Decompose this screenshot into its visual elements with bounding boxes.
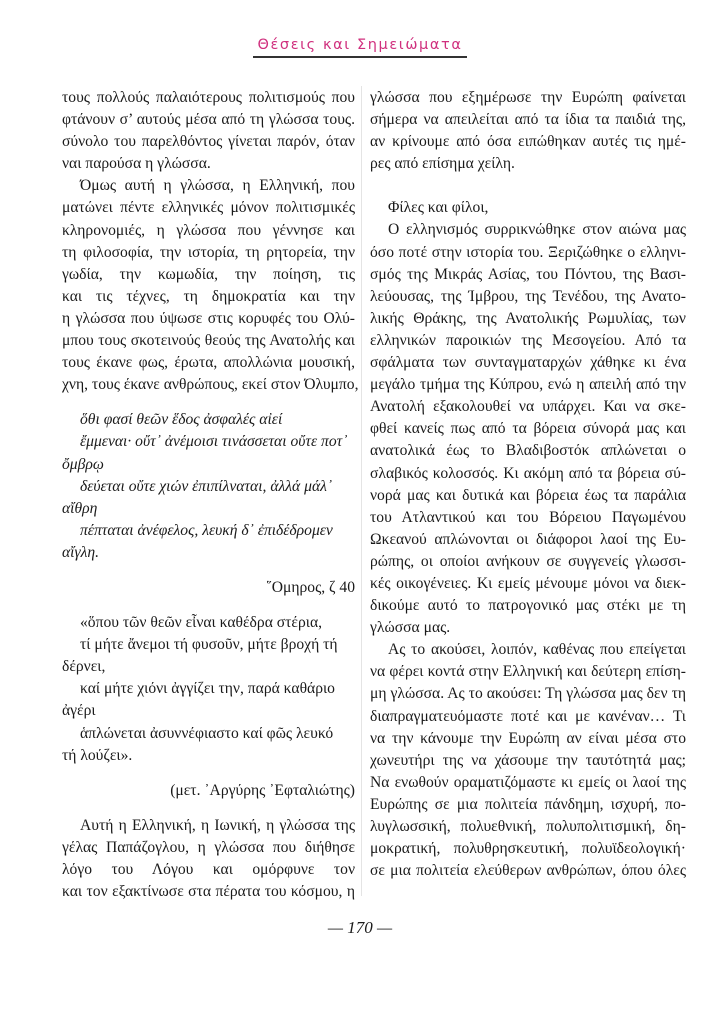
- paragraph-line: μπου τους σκοτεινούς θεούς της Ανατολής και: [62, 332, 355, 350]
- translation-line: τί μήτε ἄνεμοι τή φυσοῦν, μήτε βροχή τή: [80, 636, 338, 654]
- paragraph-line: τους έκανε φως, έρωτα, απολλώνια μουσική,: [62, 354, 355, 372]
- paragraph-line: μη γλώσσα. Ας το ακούσει: Τη γλώσσα μας δεν τη: [370, 685, 686, 703]
- paragraph-line: του Ατλαντικού και του Βόρειου Παγωμένου: [370, 508, 686, 526]
- paragraph-line: τους πολλούς παλαιότερους πολιτισμούς που: [62, 89, 355, 106]
- section-title: Θέσεις και Σημειώματα: [253, 37, 466, 58]
- translation-line: ἀγέρι: [62, 702, 96, 720]
- paragraph-line: σήμερα να απειλείται από τα ίδια τα παιδιά της,: [370, 111, 686, 129]
- paragraph-line: φθεί κανείς πως από τα βόρεια σύνορά μας και: [370, 420, 686, 438]
- paragraph-line: χωνευτήρι της να χάσουμε την ταυτότητά μας;: [370, 751, 686, 769]
- paragraph-line: μοκρατική, πολυθρησκευτική, πολυϊδεολογική·: [370, 840, 686, 858]
- paragraph-line: ρώπης, οι οποίοι ανήκουν σε συγγενείς γλωσσι-: [370, 552, 686, 570]
- paragraph-line: χνη, τους έκανε ανθρώπους, εκεί στον Όλυμπο,: [62, 376, 359, 394]
- quote-line: αἴγλη.: [62, 543, 100, 561]
- translation-citation: (μετ. ᾿Αργύρης ᾿Εφταλιώτης): [170, 781, 355, 799]
- paragraph-line: λικής Θράκης, της Ανατολικής Ρωμυλίας, των: [370, 309, 686, 327]
- paragraph-line: να φέρει κοντά στην Ελληνική και δεύτερη επίση-: [370, 663, 686, 681]
- paragraph-line: λυγλωσσική, πολυεθνική, πολυπολιτισμική, δη-: [370, 818, 686, 835]
- spacer: [62, 767, 355, 780]
- paragraph-line: κές οικογένειες. Κι εμείς μένουμε μόνοι να διεκ-: [370, 574, 686, 592]
- paragraph-line: αν κρίνουμε από όσα ειπώθηκαν αυτές τις ημέ-: [370, 133, 686, 151]
- paragraph-line: Να ενωθούν οραματιζόμαστε κι εμείς οι λαοί της: [370, 773, 686, 791]
- paragraph-line: και τον εξακτίνωσε στα πέρατα του κόσμου, η: [62, 883, 355, 901]
- left-column: [62, 87, 359, 903]
- paragraph-line: ανατολικά έως το Βλαδιβοστόκ απλώνεται ο: [370, 442, 686, 460]
- paragraph-line: Ωκεανού απλώνονται οι διάφοροι λαοί της Ευ-: [370, 530, 686, 548]
- paragraph-line: σμός της Μικράς Ασίας, του Πόντου, της Βασι-: [370, 265, 686, 283]
- spacer: [370, 175, 686, 197]
- translation-line: «ὅπου τῶν θεῶν εἶναι καθέδρα στέρια,: [80, 614, 323, 632]
- right-column: [370, 87, 686, 882]
- paragraph-line: δικούμε αυτό το πατρογονικό μας στέκι με τη: [370, 597, 686, 615]
- paragraph-line: διαπραγματευόμαστε ποτέ και με κανέναν… Τι: [370, 707, 686, 725]
- spacer: [62, 564, 355, 577]
- quote-line: αἴθρη: [62, 499, 98, 517]
- paragraph-line: ελληνικών παροικιών της Μεσογείου. Από τα: [370, 331, 686, 349]
- quote-line: ὄμβρῳ: [62, 455, 104, 473]
- paragraph-line: όσο ποτέ στην ιστορία του. Ξεριζώθηκε ο ελληνι-: [370, 243, 686, 261]
- paragraph-line: γέλας Παπάζογλου, η γλώσσα που διήθησε: [62, 838, 355, 856]
- quote-line: ἔμμεναι· οὔτ᾽ ἀνέμοισι τινάσσεται οὔτε ποτ᾽: [80, 433, 348, 451]
- paragraph-line: γλώσσα μας.: [370, 619, 451, 637]
- paragraph-line: ναι παρούσα η γλώσσα.: [62, 155, 211, 173]
- paragraph-line: λόγο του Λόγου και ομόρφυνε τον: [62, 861, 355, 878]
- quote-citation: ῞Ομηρος, ζ 40: [266, 578, 355, 596]
- paragraph-line: σφάλματα των συνταγματαρχών χάθηκε κι ένα: [370, 354, 686, 372]
- translation-line: δέρνει,: [62, 658, 106, 676]
- quote-line: ὅθι φασί θεῶν ἕδος ἀσφαλές αἰεί: [80, 411, 283, 429]
- paragraph-line: κληρονομιές, η γλώσσα που γέννησε και: [62, 221, 355, 239]
- paragraph-line: και τις τέχνες, τη δημοκρατία και την: [62, 287, 355, 305]
- spacer: [62, 802, 355, 815]
- translation-line: ἁπλώνεται ἀσυννέφιαστο καί φῶς λευκό: [80, 724, 334, 742]
- paragraph-line: Ανατολή εξακολουθεί να υπάρχει. Και να σκε-: [370, 398, 686, 416]
- paragraph-line: σε μια πολιτεία ελεύθερων ανθρώπων, όπου όλες: [370, 862, 686, 880]
- paragraph-line: Όμως αυτή η γλώσσα, η Ελληνική, που: [80, 177, 355, 195]
- running-header: [0, 36, 720, 58]
- paragraph-line: Ευρώπης σε μια πολιτεία πάνδημη, ισχυρή, πο-: [370, 795, 686, 813]
- spacer: [62, 396, 355, 409]
- paragraph-line: νορά μας και δυτικά και βόρεια έως τα παράλια: [370, 486, 686, 504]
- quote-line: δεύεται οὔτε χιών ἐπιπίλναται, ἀλλά μάλ᾽: [80, 477, 333, 495]
- paragraph-line: γλώσσα που εξημέρωσε την Ευρώπη φαίνεται: [370, 89, 686, 106]
- paragraph-line: σύνολο του παρελθόντος γίνεται παρόν, όταν: [62, 133, 355, 151]
- paragraph-line: λεύουσας, της Ίμβρου, της Τενέδου, της Ανατο-: [370, 287, 686, 305]
- paragraph-line: τη φιλοσοφία, την ιστορία, τη ρητορεία, την: [62, 243, 355, 261]
- paragraph-line: Αυτή η Ελληνική, η Ιωνική, η γλώσσα της: [80, 816, 355, 834]
- paragraph-line: να την κάνουμε την Ευρώπη αν είναι μέσα στο: [370, 729, 686, 747]
- paragraph-line: μεγάλο τμήμα της Κύπρου, ενώ η απειλή από την: [370, 376, 686, 394]
- spacer: [62, 599, 355, 612]
- paragraph-line: Ας το ακούσει, λοιπόν, καθένας που επείγεται: [388, 641, 686, 659]
- paragraph-line: σλαβικός κολοσσός. Κι ακόμη από τα βόρεια σύ-: [370, 464, 686, 482]
- paragraph-line: η γλώσσα που ύψωσε στις κορυφές του Ολύ-: [62, 309, 355, 327]
- translation-line: καί μήτε χιόνι ἀγγίζει την, παρά καθάριο: [80, 680, 335, 698]
- paragraph-line: φτάνουν σ’ αυτούς μέσα από τη γλώσσα τους.: [62, 111, 355, 129]
- paragraph-line: ματώνει πέντε ελληνικές μόνον πολιτισμικές: [62, 199, 355, 217]
- paragraph-line: ρες από επίσημα χείλη.: [370, 155, 515, 173]
- quote-line: πέπταται ἀνέφελος, λευκή δ᾽ ἐπιδέδρομεν: [80, 521, 333, 539]
- salutation: Φίλες και φίλοι,: [388, 199, 489, 217]
- page-number: — 170 —: [327, 918, 393, 937]
- paragraph-line: γωδία, την κωμωδία, την ποίηση, τις: [62, 265, 355, 283]
- translation-line: τή λούζει».: [62, 746, 133, 764]
- column-divider: [361, 86, 362, 896]
- paragraph-line: Ο ελληνισμός συρρικνώθηκε στον αιώνα μας: [388, 221, 686, 239]
